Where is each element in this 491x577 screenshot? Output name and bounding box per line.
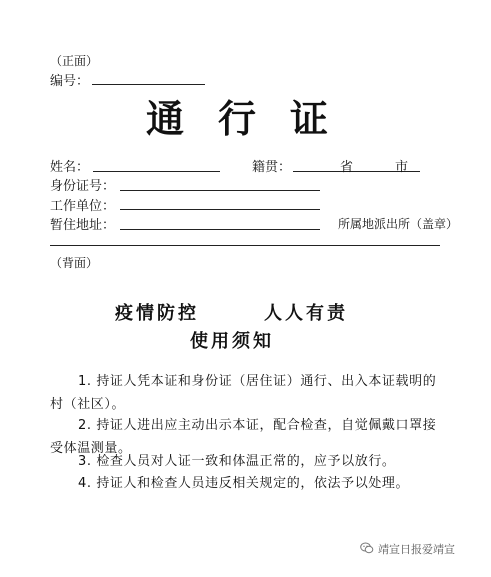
back-side-label: （背面） (50, 256, 99, 270)
id-number-label: 身份证号： (50, 179, 116, 194)
address-label: 暂住地址： (50, 218, 116, 233)
work-unit-field-line[interactable] (120, 209, 320, 210)
name-field-line[interactable] (93, 171, 220, 172)
watermark-text: 靖宣日报爱靖宣 (378, 543, 455, 556)
id-number-field-line[interactable] (120, 190, 320, 191)
number-label: 编号： (50, 74, 90, 89)
address-field-line[interactable] (120, 229, 320, 230)
rule-item-2: 2. 持证人进出应主动出示本证，配合检查，自觉佩戴口罩接受体温测量。 (50, 418, 437, 456)
heading-epidemic-control: 疫情防控 (115, 303, 199, 324)
rule-item-4: 4. 持证人和检查人员违反相关规定的，依法予以处理。 (78, 476, 410, 491)
front-side-label: （正面） (50, 54, 99, 68)
province-label: 省 (340, 160, 354, 175)
wechat-icon (360, 541, 374, 555)
police-station-stamp-label: 所属地派出所（盖章） (338, 217, 459, 231)
city-label: 市 (395, 160, 409, 175)
work-unit-label: 工作单位： (50, 199, 116, 214)
native-place-label: 籍贯： (252, 160, 292, 175)
number-field-line[interactable] (92, 84, 205, 85)
heading-usage-notice: 使用须知 (190, 331, 274, 352)
document-title: 通行证 (146, 96, 363, 141)
name-label: 姓名： (50, 160, 90, 175)
section-divider (50, 245, 440, 246)
rule-item-3: 3. 检查人员对人证一致和体温正常的，应予以放行。 (78, 454, 396, 469)
rule-item-1: 1. 持证人凭本证和身份证（居住证）通行、出入本证载明的村（社区）。 (50, 374, 437, 412)
heading-everyone-responsible: 人人有责 (264, 303, 348, 324)
